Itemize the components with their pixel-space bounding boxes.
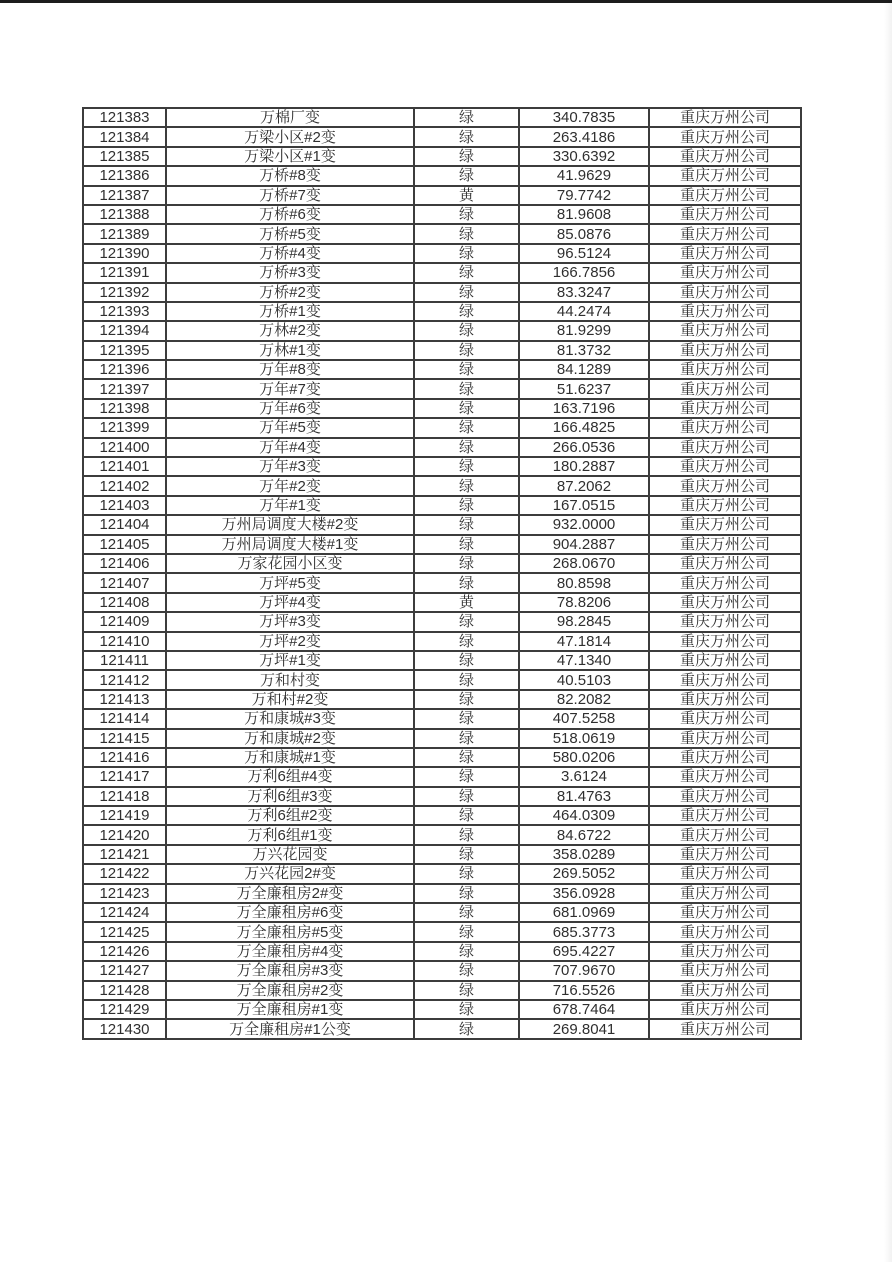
row-id-cell: 121411 xyxy=(83,651,166,670)
row-id-cell: 121398 xyxy=(83,399,166,418)
row-status-cell: 绿 xyxy=(414,302,519,321)
row-company-cell: 重庆万州公司 xyxy=(649,864,801,883)
row-company-cell: 重庆万州公司 xyxy=(649,283,801,302)
row-name-cell: 万桥#3变 xyxy=(166,263,414,282)
row-name-cell: 万全廉租房#6变 xyxy=(166,903,414,922)
row-name-cell: 万全廉租房#1公变 xyxy=(166,1019,414,1038)
row-value-cell: 78.8206 xyxy=(519,593,649,612)
table-row xyxy=(83,825,801,844)
row-value-cell: 84.1289 xyxy=(519,360,649,379)
table-row xyxy=(83,418,801,437)
row-id-cell: 121386 xyxy=(83,166,166,185)
row-status-cell: 绿 xyxy=(414,825,519,844)
row-id-cell: 121402 xyxy=(83,476,166,495)
row-company-cell: 重庆万州公司 xyxy=(649,825,801,844)
row-company-cell: 重庆万州公司 xyxy=(649,748,801,767)
row-id-cell: 121424 xyxy=(83,903,166,922)
row-id-cell: 121404 xyxy=(83,515,166,534)
table-row xyxy=(83,593,801,612)
row-status-cell: 绿 xyxy=(414,787,519,806)
table-row xyxy=(83,166,801,185)
row-company-cell: 重庆万州公司 xyxy=(649,942,801,961)
row-status-cell: 绿 xyxy=(414,748,519,767)
table-row xyxy=(83,438,801,457)
row-company-cell: 重庆万州公司 xyxy=(649,787,801,806)
row-id-cell: 121429 xyxy=(83,1000,166,1019)
row-status-cell: 绿 xyxy=(414,1019,519,1038)
row-name-cell: 万利6组#4变 xyxy=(166,767,414,786)
row-status-cell: 绿 xyxy=(414,379,519,398)
row-id-cell: 121409 xyxy=(83,612,166,631)
row-name-cell: 万和康城#3变 xyxy=(166,709,414,728)
row-company-cell: 重庆万州公司 xyxy=(649,554,801,573)
row-id-cell: 121406 xyxy=(83,554,166,573)
table-row xyxy=(83,496,801,515)
row-status-cell: 绿 xyxy=(414,729,519,748)
row-status-cell: 绿 xyxy=(414,884,519,903)
row-company-cell: 重庆万州公司 xyxy=(649,729,801,748)
row-status-cell: 绿 xyxy=(414,864,519,883)
row-company-cell: 重庆万州公司 xyxy=(649,127,801,146)
row-value-cell: 84.6722 xyxy=(519,825,649,844)
row-id-cell: 121425 xyxy=(83,922,166,941)
row-status-cell: 绿 xyxy=(414,903,519,922)
row-id-cell: 121421 xyxy=(83,845,166,864)
row-value-cell: 268.0670 xyxy=(519,554,649,573)
row-id-cell: 121418 xyxy=(83,787,166,806)
row-name-cell: 万坪#2变 xyxy=(166,632,414,651)
row-value-cell: 98.2845 xyxy=(519,612,649,631)
row-status-cell: 绿 xyxy=(414,651,519,670)
row-value-cell: 51.6237 xyxy=(519,379,649,398)
row-name-cell: 万桥#2变 xyxy=(166,283,414,302)
table-row xyxy=(83,884,801,903)
row-id-cell: 121391 xyxy=(83,263,166,282)
row-name-cell: 万全廉租房#5变 xyxy=(166,922,414,941)
row-company-cell: 重庆万州公司 xyxy=(649,767,801,786)
row-name-cell: 万和康城#2变 xyxy=(166,729,414,748)
row-name-cell: 万全廉租房#1变 xyxy=(166,1000,414,1019)
row-name-cell: 万坪#5变 xyxy=(166,573,414,592)
row-value-cell: 166.4825 xyxy=(519,418,649,437)
row-name-cell: 万棉厂变 xyxy=(166,108,414,127)
row-value-cell: 81.9608 xyxy=(519,205,649,224)
row-id-cell: 121385 xyxy=(83,147,166,166)
row-value-cell: 358.0289 xyxy=(519,845,649,864)
table-row xyxy=(83,1000,801,1019)
row-id-cell: 121414 xyxy=(83,709,166,728)
row-value-cell: 678.7464 xyxy=(519,1000,649,1019)
row-company-cell: 重庆万州公司 xyxy=(649,205,801,224)
row-id-cell: 121399 xyxy=(83,418,166,437)
row-id-cell: 121394 xyxy=(83,321,166,340)
row-id-cell: 121413 xyxy=(83,690,166,709)
row-company-cell: 重庆万州公司 xyxy=(649,341,801,360)
table-row xyxy=(83,651,801,670)
row-status-cell: 绿 xyxy=(414,535,519,554)
row-company-cell: 重庆万州公司 xyxy=(649,302,801,321)
table-row xyxy=(83,535,801,554)
row-value-cell: 180.2887 xyxy=(519,457,649,476)
row-company-cell: 重庆万州公司 xyxy=(649,690,801,709)
row-value-cell: 932.0000 xyxy=(519,515,649,534)
table-row xyxy=(83,690,801,709)
row-value-cell: 82.2082 xyxy=(519,690,649,709)
row-status-cell: 绿 xyxy=(414,554,519,573)
row-company-cell: 重庆万州公司 xyxy=(649,379,801,398)
row-name-cell: 万年#8变 xyxy=(166,360,414,379)
row-status-cell: 绿 xyxy=(414,418,519,437)
row-value-cell: 464.0309 xyxy=(519,806,649,825)
row-status-cell: 绿 xyxy=(414,205,519,224)
row-company-cell: 重庆万州公司 xyxy=(649,670,801,689)
row-name-cell: 万年#1变 xyxy=(166,496,414,515)
row-status-cell: 绿 xyxy=(414,224,519,243)
row-company-cell: 重庆万州公司 xyxy=(649,981,801,1000)
row-status-cell: 绿 xyxy=(414,147,519,166)
row-company-cell: 重庆万州公司 xyxy=(649,1000,801,1019)
row-value-cell: 80.8598 xyxy=(519,573,649,592)
table-row xyxy=(83,224,801,243)
row-id-cell: 121416 xyxy=(83,748,166,767)
row-status-cell: 绿 xyxy=(414,767,519,786)
row-status-cell: 绿 xyxy=(414,1000,519,1019)
row-name-cell: 万年#7变 xyxy=(166,379,414,398)
row-company-cell: 重庆万州公司 xyxy=(649,147,801,166)
row-company-cell: 重庆万州公司 xyxy=(649,244,801,263)
row-name-cell: 万坪#3变 xyxy=(166,612,414,631)
row-status-cell: 绿 xyxy=(414,283,519,302)
row-id-cell: 121383 xyxy=(83,108,166,127)
row-company-cell: 重庆万州公司 xyxy=(649,612,801,631)
row-value-cell: 83.3247 xyxy=(519,283,649,302)
row-status-cell: 绿 xyxy=(414,360,519,379)
table-row xyxy=(83,205,801,224)
row-status-cell: 绿 xyxy=(414,942,519,961)
row-id-cell: 121417 xyxy=(83,767,166,786)
row-status-cell: 绿 xyxy=(414,573,519,592)
row-status-cell: 绿 xyxy=(414,496,519,515)
row-status-cell: 绿 xyxy=(414,127,519,146)
row-name-cell: 万家花园小区变 xyxy=(166,554,414,573)
row-value-cell: 269.8041 xyxy=(519,1019,649,1038)
row-company-cell: 重庆万州公司 xyxy=(649,321,801,340)
row-value-cell: 81.4763 xyxy=(519,787,649,806)
page-right-edge-shade xyxy=(884,0,892,1262)
row-value-cell: 407.5258 xyxy=(519,709,649,728)
row-company-cell: 重庆万州公司 xyxy=(649,399,801,418)
row-status-cell: 绿 xyxy=(414,806,519,825)
row-id-cell: 121407 xyxy=(83,573,166,592)
table-row xyxy=(83,283,801,302)
table-row xyxy=(83,379,801,398)
table-row xyxy=(83,302,801,321)
row-value-cell: 3.6124 xyxy=(519,767,649,786)
row-status-cell: 绿 xyxy=(414,632,519,651)
row-id-cell: 121420 xyxy=(83,825,166,844)
row-status-cell: 绿 xyxy=(414,690,519,709)
table-row xyxy=(83,670,801,689)
row-value-cell: 81.9299 xyxy=(519,321,649,340)
row-value-cell: 81.3732 xyxy=(519,341,649,360)
row-value-cell: 41.9629 xyxy=(519,166,649,185)
row-status-cell: 绿 xyxy=(414,476,519,495)
row-value-cell: 47.1340 xyxy=(519,651,649,670)
row-status-cell: 绿 xyxy=(414,961,519,980)
row-company-cell: 重庆万州公司 xyxy=(649,535,801,554)
table-row xyxy=(83,554,801,573)
table-row xyxy=(83,806,801,825)
row-company-cell: 重庆万州公司 xyxy=(649,961,801,980)
row-company-cell: 重庆万州公司 xyxy=(649,632,801,651)
row-name-cell: 万兴花园变 xyxy=(166,845,414,864)
row-id-cell: 121395 xyxy=(83,341,166,360)
row-id-cell: 121423 xyxy=(83,884,166,903)
row-name-cell: 万桥#8变 xyxy=(166,166,414,185)
row-value-cell: 330.6392 xyxy=(519,147,649,166)
table-row xyxy=(83,1019,801,1038)
row-status-cell: 绿 xyxy=(414,244,519,263)
row-company-cell: 重庆万州公司 xyxy=(649,573,801,592)
table-row xyxy=(83,147,801,166)
row-status-cell: 绿 xyxy=(414,922,519,941)
row-status-cell: 绿 xyxy=(414,321,519,340)
row-company-cell: 重庆万州公司 xyxy=(649,496,801,515)
row-status-cell: 绿 xyxy=(414,457,519,476)
row-status-cell: 黄 xyxy=(414,186,519,205)
row-company-cell: 重庆万州公司 xyxy=(649,108,801,127)
row-status-cell: 绿 xyxy=(414,612,519,631)
row-status-cell: 绿 xyxy=(414,166,519,185)
row-company-cell: 重庆万州公司 xyxy=(649,884,801,903)
row-status-cell: 绿 xyxy=(414,438,519,457)
row-id-cell: 121422 xyxy=(83,864,166,883)
row-company-cell: 重庆万州公司 xyxy=(649,903,801,922)
row-name-cell: 万全廉租房#3变 xyxy=(166,961,414,980)
row-name-cell: 万和村#2变 xyxy=(166,690,414,709)
table-row xyxy=(83,845,801,864)
row-company-cell: 重庆万州公司 xyxy=(649,360,801,379)
row-name-cell: 万梁小区#2变 xyxy=(166,127,414,146)
row-name-cell: 万州局调度大楼#2变 xyxy=(166,515,414,534)
row-name-cell: 万年#6变 xyxy=(166,399,414,418)
row-company-cell: 重庆万州公司 xyxy=(649,806,801,825)
row-name-cell: 万利6组#3变 xyxy=(166,787,414,806)
row-name-cell: 万坪#4变 xyxy=(166,593,414,612)
table-row xyxy=(83,632,801,651)
row-name-cell: 万和村变 xyxy=(166,670,414,689)
row-company-cell: 重庆万州公司 xyxy=(649,224,801,243)
row-id-cell: 121415 xyxy=(83,729,166,748)
row-name-cell: 万和康城#1变 xyxy=(166,748,414,767)
table-row xyxy=(83,127,801,146)
row-company-cell: 重庆万州公司 xyxy=(649,476,801,495)
row-status-cell: 绿 xyxy=(414,399,519,418)
row-company-cell: 重庆万州公司 xyxy=(649,457,801,476)
row-status-cell: 绿 xyxy=(414,670,519,689)
row-value-cell: 340.7835 xyxy=(519,108,649,127)
row-value-cell: 681.0969 xyxy=(519,903,649,922)
row-value-cell: 266.0536 xyxy=(519,438,649,457)
row-status-cell: 绿 xyxy=(414,263,519,282)
row-value-cell: 85.0876 xyxy=(519,224,649,243)
row-name-cell: 万年#2变 xyxy=(166,476,414,495)
row-id-cell: 121400 xyxy=(83,438,166,457)
row-company-cell: 重庆万州公司 xyxy=(649,845,801,864)
row-status-cell: 绿 xyxy=(414,981,519,1000)
row-value-cell: 79.7742 xyxy=(519,186,649,205)
row-name-cell: 万全廉租房2#变 xyxy=(166,884,414,903)
row-name-cell: 万桥#5变 xyxy=(166,224,414,243)
row-value-cell: 87.2062 xyxy=(519,476,649,495)
substation-table xyxy=(82,107,802,1040)
row-value-cell: 96.5124 xyxy=(519,244,649,263)
row-company-cell: 重庆万州公司 xyxy=(649,709,801,728)
row-name-cell: 万梁小区#1变 xyxy=(166,147,414,166)
row-company-cell: 重庆万州公司 xyxy=(649,593,801,612)
row-name-cell: 万年#3变 xyxy=(166,457,414,476)
table-row xyxy=(83,864,801,883)
row-status-cell: 绿 xyxy=(414,709,519,728)
row-id-cell: 121403 xyxy=(83,496,166,515)
table-row xyxy=(83,729,801,748)
row-name-cell: 万全廉租房#2变 xyxy=(166,981,414,1000)
row-value-cell: 40.5103 xyxy=(519,670,649,689)
row-status-cell: 绿 xyxy=(414,845,519,864)
row-value-cell: 707.9670 xyxy=(519,961,649,980)
table-row xyxy=(83,399,801,418)
row-id-cell: 121419 xyxy=(83,806,166,825)
row-status-cell: 绿 xyxy=(414,108,519,127)
row-id-cell: 121428 xyxy=(83,981,166,1000)
row-id-cell: 121426 xyxy=(83,942,166,961)
table-row xyxy=(83,787,801,806)
row-id-cell: 121412 xyxy=(83,670,166,689)
row-name-cell: 万利6组#2变 xyxy=(166,806,414,825)
table-row xyxy=(83,186,801,205)
row-id-cell: 121388 xyxy=(83,205,166,224)
row-id-cell: 121393 xyxy=(83,302,166,321)
row-value-cell: 518.0619 xyxy=(519,729,649,748)
row-name-cell: 万林#1变 xyxy=(166,341,414,360)
row-id-cell: 121401 xyxy=(83,457,166,476)
table-row xyxy=(83,360,801,379)
row-name-cell: 万桥#4变 xyxy=(166,244,414,263)
table-row xyxy=(83,942,801,961)
row-status-cell: 绿 xyxy=(414,341,519,360)
row-value-cell: 685.3773 xyxy=(519,922,649,941)
row-company-cell: 重庆万州公司 xyxy=(649,418,801,437)
table-row xyxy=(83,457,801,476)
row-name-cell: 万年#5变 xyxy=(166,418,414,437)
row-id-cell: 121408 xyxy=(83,593,166,612)
row-name-cell: 万年#4变 xyxy=(166,438,414,457)
row-company-cell: 重庆万州公司 xyxy=(649,263,801,282)
row-name-cell: 万兴花园2#变 xyxy=(166,864,414,883)
table-row xyxy=(83,515,801,534)
table-row xyxy=(83,263,801,282)
row-company-cell: 重庆万州公司 xyxy=(649,922,801,941)
row-id-cell: 121405 xyxy=(83,535,166,554)
table-row xyxy=(83,321,801,340)
row-id-cell: 121427 xyxy=(83,961,166,980)
row-status-cell: 黄 xyxy=(414,593,519,612)
row-company-cell: 重庆万州公司 xyxy=(649,1019,801,1038)
table-row xyxy=(83,961,801,980)
row-value-cell: 269.5052 xyxy=(519,864,649,883)
table-row xyxy=(83,341,801,360)
row-company-cell: 重庆万州公司 xyxy=(649,651,801,670)
row-id-cell: 121396 xyxy=(83,360,166,379)
row-id-cell: 121392 xyxy=(83,283,166,302)
row-company-cell: 重庆万州公司 xyxy=(649,438,801,457)
row-value-cell: 695.4227 xyxy=(519,942,649,961)
row-name-cell: 万桥#7变 xyxy=(166,186,414,205)
row-value-cell: 716.5526 xyxy=(519,981,649,1000)
row-id-cell: 121397 xyxy=(83,379,166,398)
table-row xyxy=(83,573,801,592)
row-company-cell: 重庆万州公司 xyxy=(649,166,801,185)
row-id-cell: 121430 xyxy=(83,1019,166,1038)
table-row xyxy=(83,612,801,631)
row-id-cell: 121384 xyxy=(83,127,166,146)
row-value-cell: 580.0206 xyxy=(519,748,649,767)
row-name-cell: 万桥#6变 xyxy=(166,205,414,224)
row-value-cell: 44.2474 xyxy=(519,302,649,321)
table-row xyxy=(83,903,801,922)
table-row xyxy=(83,244,801,263)
table-row xyxy=(83,981,801,1000)
table-row xyxy=(83,709,801,728)
row-value-cell: 263.4186 xyxy=(519,127,649,146)
row-name-cell: 万全廉租房#4变 xyxy=(166,942,414,961)
row-value-cell: 356.0928 xyxy=(519,884,649,903)
table-row xyxy=(83,476,801,495)
row-value-cell: 163.7196 xyxy=(519,399,649,418)
row-id-cell: 121389 xyxy=(83,224,166,243)
row-name-cell: 万林#2变 xyxy=(166,321,414,340)
table-row xyxy=(83,108,801,127)
table-row xyxy=(83,922,801,941)
row-name-cell: 万坪#1变 xyxy=(166,651,414,670)
row-name-cell: 万州局调度大楼#1变 xyxy=(166,535,414,554)
row-value-cell: 47.1814 xyxy=(519,632,649,651)
table-row xyxy=(83,767,801,786)
row-value-cell: 167.0515 xyxy=(519,496,649,515)
table-body xyxy=(83,108,801,1039)
page-top-edge xyxy=(0,0,892,3)
row-name-cell: 万桥#1变 xyxy=(166,302,414,321)
row-name-cell: 万利6组#1变 xyxy=(166,825,414,844)
row-value-cell: 904.2887 xyxy=(519,535,649,554)
row-company-cell: 重庆万州公司 xyxy=(649,186,801,205)
row-id-cell: 121387 xyxy=(83,186,166,205)
row-status-cell: 绿 xyxy=(414,515,519,534)
row-id-cell: 121410 xyxy=(83,632,166,651)
row-value-cell: 166.7856 xyxy=(519,263,649,282)
row-company-cell: 重庆万州公司 xyxy=(649,515,801,534)
table-row xyxy=(83,748,801,767)
row-id-cell: 121390 xyxy=(83,244,166,263)
